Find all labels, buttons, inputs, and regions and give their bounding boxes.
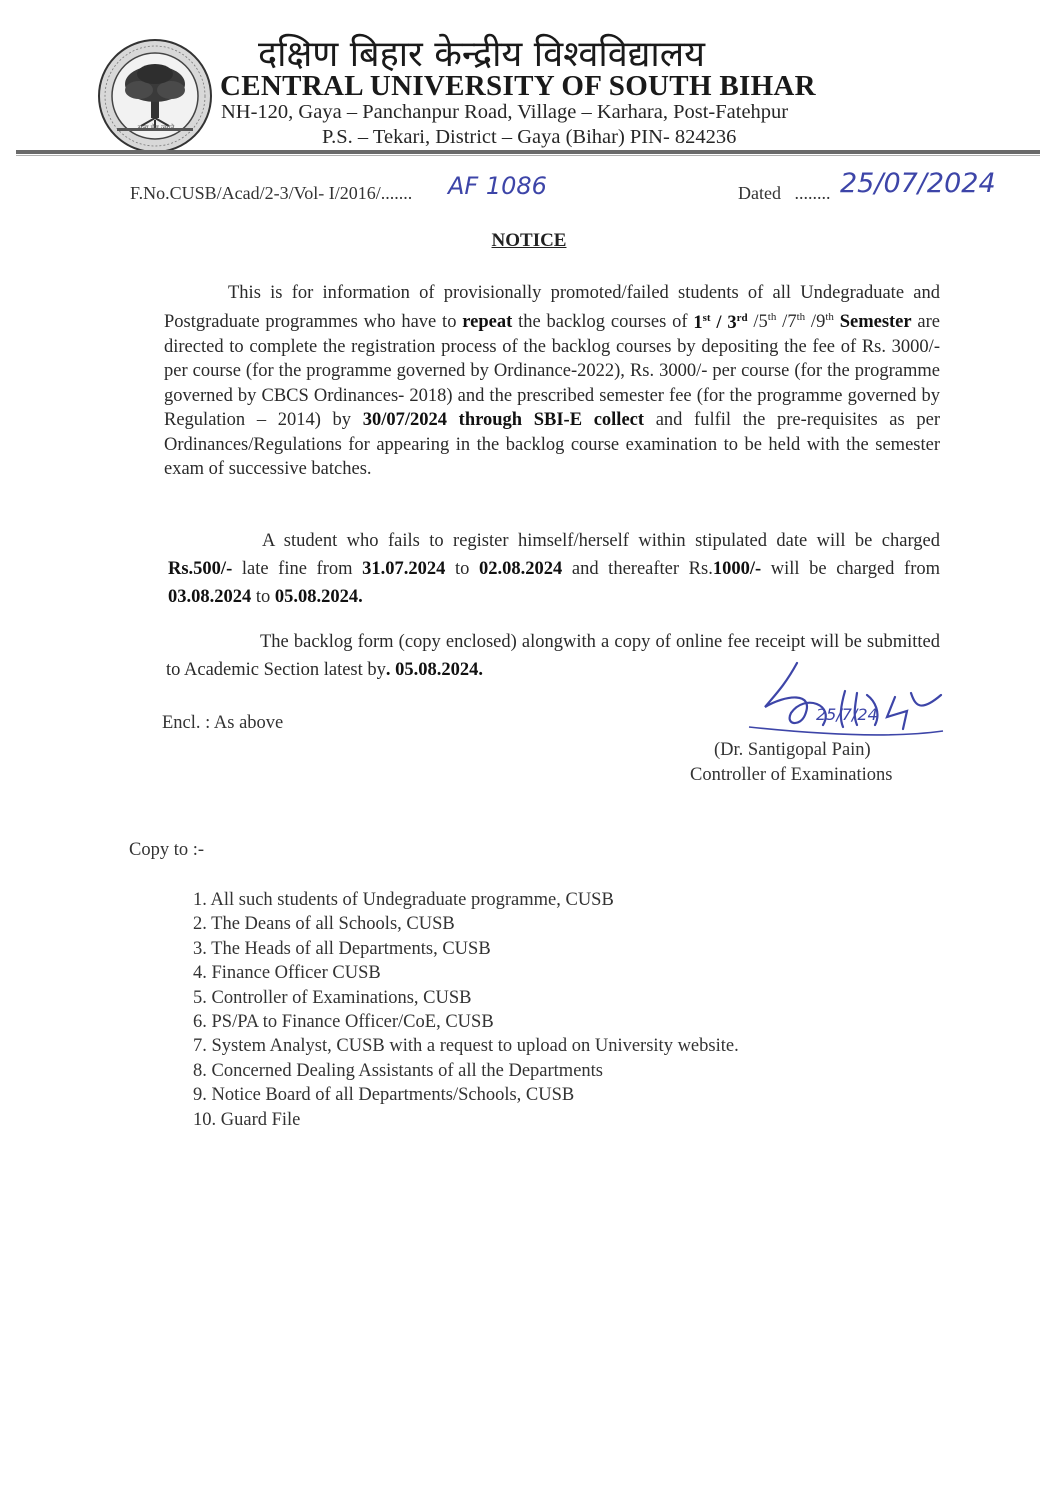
list-item: 5. Controller of Examinations, CUSB — [193, 987, 472, 1008]
list-item: 2. The Deans of all Schools, CUSB — [193, 914, 455, 935]
enclosure-note: Encl. : As above — [162, 713, 284, 733]
file-number-label: F.No.CUSB/Acad/2-3/Vol- I/2016/....... — [130, 183, 413, 203]
list-item: 6. PS/PA to Finance Officer/CoE, CUSB — [193, 1012, 494, 1033]
handwritten-date: 25/07/2024 — [840, 168, 996, 199]
list-item: 1. All such students of Undegraduate programme, CUSB — [193, 890, 614, 910]
list-item: 3. The Heads of all Departments, CUSB — [193, 938, 491, 959]
handwritten-file-number: AF 1086 — [448, 172, 547, 200]
copy-to-list — [193, 888, 739, 1132]
header-divider-thin — [16, 155, 1040, 156]
header-divider — [16, 150, 1040, 154]
list-item: 8. Concerned Dealing Assistants of all the Departments — [193, 1060, 603, 1081]
address-line-2: P.S. – Tekari, District – Gaya (Bihar) PIN- 824236 — [322, 126, 737, 148]
list-item: 4. Finance Officer CUSB — [193, 963, 381, 984]
list-item: 10. Guard File — [193, 1109, 301, 1130]
list-item: 9. Notice Board of all Departments/Schools, CUSB — [193, 1085, 575, 1106]
signatory-designation: Controller of Examinations — [690, 765, 893, 785]
university-seal-icon — [97, 38, 213, 154]
notice-paragraph-3: The backlog form (copy enclosed) alongwith a copy of online fee receipt will be submitted to Academic Section latest by. 05.08.2024. — [166, 632, 940, 680]
address-line-1: NH-120, Gaya – Panchanpur Road, Village – Karhara, Post-Fatehpur — [221, 101, 789, 123]
signatory-name: (Dr. Santigopal Pain) — [714, 740, 871, 760]
dated-label: Dated ........ — [738, 183, 831, 203]
notice-paragraph-1: This is for information of provisionally promoted/failed students of all Undegraduate and Postgraduate programmes who have to repeat the backlog courses of 1st / 3rd /5th /7th /9th Semester are directed to complete the registration process of the backlog courses by depositing the fee of Rs. 3000/- per course (for the programme governed by Ordinance-2022), Rs. 3000/- per course (for the programme governed by CBCS Ordinances- 2018) and the prescribed semester fee (for the programme governed by Regulation – 2014) by 30/07/2024 through SBI-E collect and fulfil the pre-requisites as per Ordinances/Regulations for appearing in the backlog course examination to be held with the semester exam of successive batches. — [164, 283, 941, 479]
university-name-hindi: दक्षिण बिहार केन्द्रीय विश्वविद्यालय — [258, 34, 706, 75]
notice-paragraph-2: A student who fails to register himself/herself within stipulated date will be charged Rs.500/- late fine from 31.07.2024 to 02.08.2024 and thereafter Rs.1000/- will be charged from 03.08.2024 to 05.08.2024. — [168, 531, 940, 607]
university-name-english: CENTRAL UNIVERSITY OF SOUTH BIHAR — [220, 70, 816, 102]
copy-to-label: Copy to :- — [129, 840, 205, 860]
list-item: 7. System Analyst, CUSB with a request to upload on University website. — [193, 1036, 739, 1057]
logo-motto: सत्य मेव जयते — [137, 124, 175, 132]
notice-title: NOTICE — [491, 230, 567, 251]
signature-date: 25/7/24 — [816, 705, 878, 724]
